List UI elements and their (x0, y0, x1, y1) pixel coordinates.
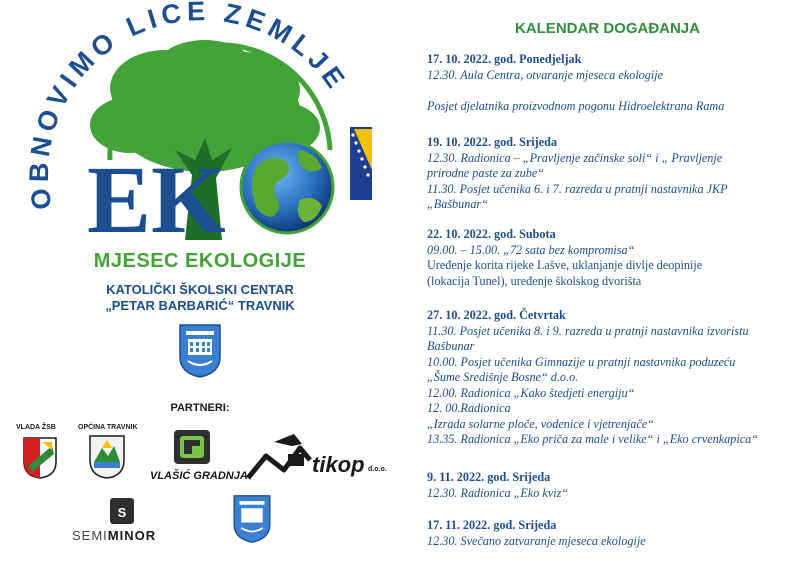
bih-flag-icon (350, 127, 372, 200)
tikop-suffix: d.o.o. (368, 466, 387, 473)
event-block-5 (427, 470, 799, 501)
event-line: „Izrada solarne ploče, vodenice i vjetrenjače“ (427, 416, 654, 431)
school-crest-icon (178, 323, 222, 379)
event-date: 22. 10. 2022. god. Subota (427, 227, 556, 241)
event-line: prirodne paste za zube“ (427, 166, 545, 180)
event-line: 13.35. Radionica „Eko priča za male i velike“ i „Eko crvenkapica“ (427, 432, 759, 446)
event-line: (lokacija Tunel), uređenje školskog dvorišta (427, 273, 642, 288)
event-line: 12.30. Svečano zatvaranje mjeseca ekologije (427, 533, 646, 548)
event-line: 10.00. Posjet učenika Gimnazije u pratnji nastavnika poduzeću (427, 354, 736, 369)
event-line: 11.30. Posjet učenika 6. i 7. razreda u pratnji nastavnika JKP (427, 181, 728, 196)
event-line: 12.30. Radionica – „Pravljenje začinske soli“ i „ Pravljenje (427, 150, 723, 165)
event-line (427, 83, 799, 99)
event-line: Posjet djelatnika proizvodnom pogonu Hidroelektrana Rama (427, 98, 725, 113)
vlada-zsb-crest-icon (22, 436, 58, 480)
vlada-zsb-label: VLADA ŽSB (16, 424, 56, 431)
school-crest-small-icon (232, 494, 272, 544)
partners-label: PARTNERI: (170, 402, 230, 414)
event-line: 09.00. – 15.00. „72 sata bez kompromisa“ (427, 242, 635, 257)
calendar-panel (415, 0, 800, 566)
event-date: 19. 10. 2022. god. Srijeda (427, 135, 558, 149)
svg-text:S: S (117, 505, 127, 520)
tikop-excavator-icon (244, 430, 314, 482)
opcina-travnik-label: OPĆINA TRAVNIK (78, 424, 138, 431)
arc-title-text: OBNOVIMO LICE ZEMLJE (23, 0, 354, 212)
globe-icon (241, 141, 333, 233)
event-line: Bašbunar (427, 339, 475, 353)
eko-logo (0, 0, 400, 250)
event-line: 12.00. Radionica „Kako štedjeti energiju“ (427, 385, 635, 400)
event-block-4 (427, 308, 799, 448)
event-block-3 (427, 227, 799, 289)
semiminor-logo-icon (108, 496, 136, 526)
event-line: Uređenje korita rijeke Lašve, uklanjanje divlje deopinije (427, 258, 703, 272)
school-name-line2: „PETAR BARBARIĆ“ TRAVNIK (105, 298, 295, 313)
event-date: 9. 11. 2022. god. Srijeda (427, 470, 551, 484)
semiminor-label: SEMIMINOR (72, 528, 157, 543)
vlasic-gradnja-logo-icon (170, 428, 214, 468)
event-block-6 (427, 518, 799, 549)
eko-letters: EK (87, 146, 226, 250)
tikop-label: tikop (312, 452, 365, 477)
event-line: 11.30. Posjet učenika 8. i 9. razreda u pratnji nastavnika izvoristu (427, 323, 749, 338)
event-date: 27. 10. 2022. god. Četvrtak (427, 308, 566, 322)
event-date: 17. 11. 2022. god. Srijeda (427, 518, 557, 532)
event-line: 12.30. Aula Centra, otvaranje mjeseca ekologije (427, 67, 664, 82)
school-name-line1: KATOLIČKI ŠKOLSKI CENTAR (106, 282, 294, 297)
event-line: 12.30. Radionica „Eko kviz“ (427, 485, 569, 500)
event-line: „Šume Središnje Bosne“ d.o.o. (427, 370, 579, 384)
event-line: 12. 00.Radionica (427, 401, 511, 415)
subtitle: MJESEC EKOLOGIJE (93, 250, 307, 272)
vlasic-gradnja-label: VLAŠIĆ GRADNJA (150, 470, 248, 482)
event-date: 17. 10. 2022. god. Ponedjeljak (427, 52, 582, 66)
event-block-1 (427, 52, 799, 114)
calendar-title: KALENDAR DOGAĐANJA (514, 20, 700, 37)
event-block-2 (427, 135, 799, 213)
event-line: „Bašbunar“ (427, 197, 488, 211)
opcina-travnik-crest-icon (88, 434, 126, 480)
